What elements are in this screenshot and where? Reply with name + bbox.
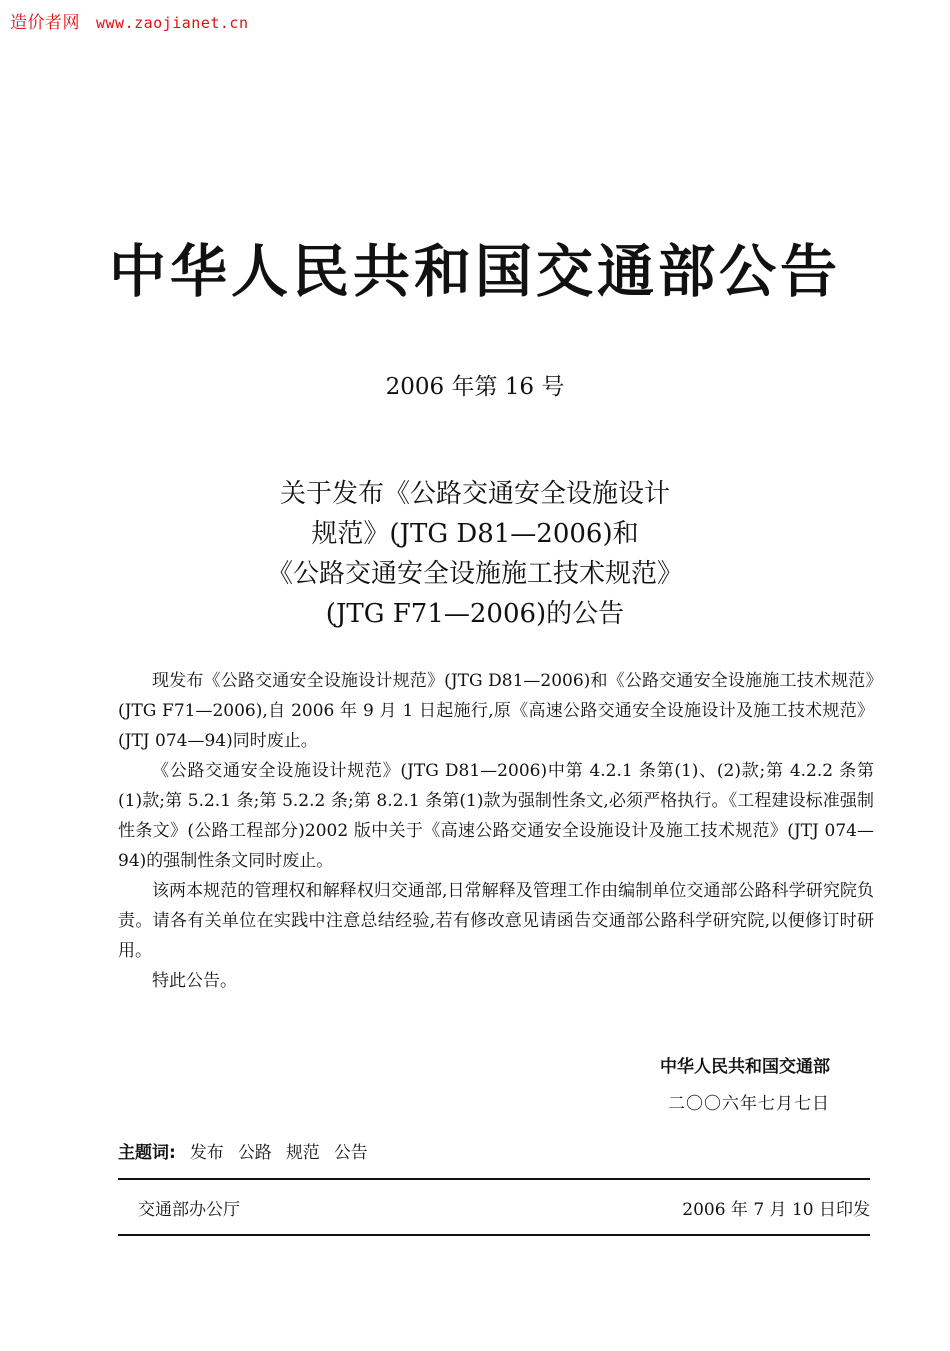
subtitle-line: 《公路交通安全设施施工技术规范》 [266,559,683,589]
body-paragraph: 《公路交通安全设施设计规范》(JTG D81—2006)中第 4.2.1 条第(1)、(2)款;第 4.2.2 条第(1)款;第 5.2.1 条;第 5.2.2 条;第 8.2.1 条第(1)款为强制性条文,必须严格执行。《工程建设标准强制性条文》(公路工程部分)2002 版中关于《高速公路交通安全设施设计及施工技术规范》(JTJ 074—94)的强制性条文同时废止。 [118,761,874,871]
divider-top [118,1178,870,1180]
keywords-line [118,1138,368,1163]
subtitle-line: 规范》(JTG D81—2006)和 [311,519,639,549]
keyword: 发布 [189,1143,224,1163]
watermark-url[interactable]: www.zaojianet.cn [96,14,249,32]
document-body [118,666,874,996]
keyword: 公路 [237,1143,272,1163]
document-number: 2006 年第 16 号 [385,374,565,400]
divider-bottom [118,1234,870,1236]
body-paragraph: 该两本规范的管理权和解释权归交通部,日常解释及管理工作由编制单位交通部公路科学研究院负责。请各有关单位在实践中注意总结经验,若有修改意见请函告交通部公路科学研究院,以便修订时研用。 [118,881,874,961]
body-paragraph: 特此公告。 [152,971,237,991]
signature-block [660,1052,830,1114]
keywords-label: 主题词: [118,1143,176,1163]
keyword: 规范 [285,1143,320,1163]
watermark-site-name: 造价者网 [10,13,80,33]
subtitle-line: 关于发布《公路交通安全设施设计 [279,479,670,509]
keyword: 公告 [333,1143,368,1163]
document-title: 中华人民共和国交通部公告 [109,239,841,305]
footer-issuer: 交通部办公厅 [138,1200,240,1220]
document-subtitle [0,474,950,634]
subtitle-line: (JTG F71—2006)的公告 [325,599,625,629]
signature-date: 二〇〇六年七月七日 [668,1094,830,1114]
signature-organization: 中华人民共和国交通部 [660,1057,830,1077]
watermark [10,8,249,33]
footer-print-date: 2006 年 7 月 10 日印发 [682,1200,870,1220]
body-paragraph: 现发布《公路交通安全设施设计规范》(JTG D81—2006)和《公路交通安全设施施工技术规范》(JTG F71—2006),自 2006 年 9 月 1 日起施行,原《高速公路交通安全设施设计及施工技术规范》(JTJ 074—94)同时废止。 [118,671,874,751]
